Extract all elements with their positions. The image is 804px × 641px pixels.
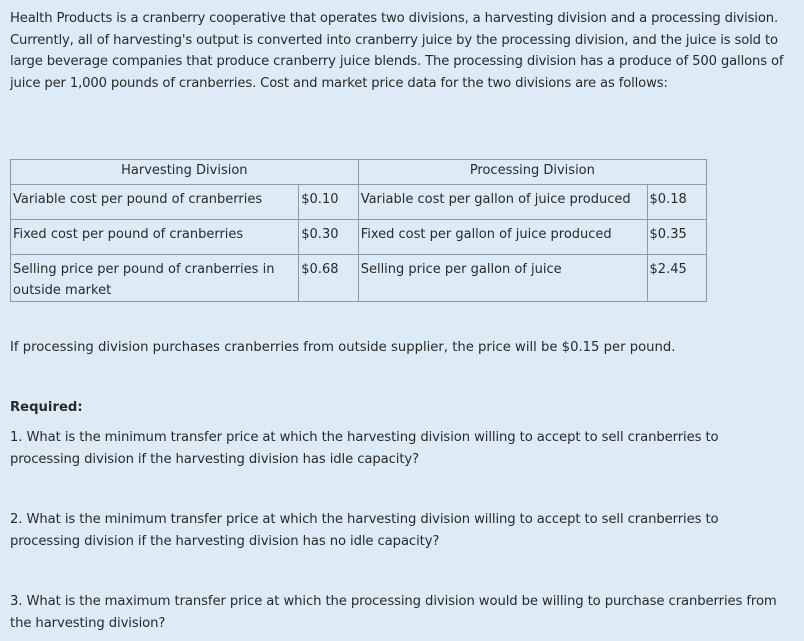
- required-heading: Required:: [10, 400, 83, 415]
- outside-supplier-note: If processing division purchases cranberries from outside supplier, the price will be $0.15 per pound.: [10, 340, 676, 355]
- intro-paragraph: Health Products is a cranberry cooperative that operates two divisions, a harvesting division and a processing division. Currently, all of harvesting's output is converted into cranberry juice by the processing division, and the juice is sold to large beverage companies that produce cranberry juice blends. The processing division has a produce of 500 gallons of juice per 1,000 pounds of cranberries. Cost and market price data for the two divisions are as follows:: [10, 11, 784, 91]
- question-1: 1. What is the minimum transfer price at which the harvesting division willing to accept to sell cranberries to processing division if the harvesting division has idle capacity?: [10, 430, 719, 467]
- table-cell: $0.35: [647, 220, 706, 255]
- table-cell: $2.45: [647, 255, 706, 302]
- processing-division-header: Processing Division: [358, 160, 706, 185]
- table-cell: Fixed cost per pound of cranberries: [11, 220, 299, 255]
- table-cell: $0.30: [299, 220, 358, 255]
- table-cell: Fixed cost per gallon of juice produced: [358, 220, 647, 255]
- table-cell: Selling price per pound of cranberries in outside market: [11, 255, 299, 302]
- table-row: [11, 220, 707, 255]
- question-3: 3. What is the maximum transfer price at which the processing division would be willing to purchase cranberries from the harvesting division?: [10, 594, 777, 631]
- cost-data-table: [10, 159, 707, 302]
- harvesting-division-header: Harvesting Division: [11, 160, 359, 185]
- table-cell: Variable cost per gallon of juice produced: [358, 185, 647, 220]
- question-2: 2. What is the minimum transfer price at which the harvesting division willing to accept to sell cranberries to processing division if the harvesting division has no idle capacity?: [10, 512, 719, 549]
- table-cell: $0.18: [647, 185, 706, 220]
- table-header-row: [11, 160, 707, 185]
- table-cell: $0.10: [299, 185, 358, 220]
- table-row: [11, 255, 707, 302]
- table-row: [11, 185, 707, 220]
- table-cell: $0.68: [299, 255, 358, 302]
- table-cell: Selling price per gallon of juice: [358, 255, 647, 302]
- table-cell: Variable cost per pound of cranberries: [11, 185, 299, 220]
